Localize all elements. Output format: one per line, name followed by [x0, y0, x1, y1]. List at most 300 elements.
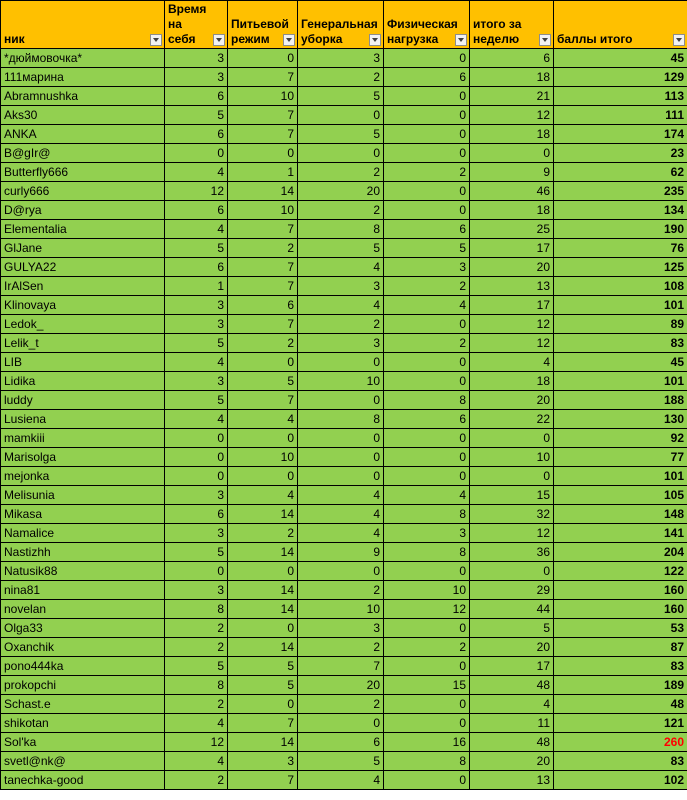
filter-dropdown-icon[interactable]	[673, 34, 685, 46]
cell-week-total[interactable]: 44	[470, 600, 554, 619]
cell-points-total[interactable]: 48	[554, 695, 687, 714]
cell-self-time[interactable]: 6	[165, 125, 228, 144]
cell-points-total[interactable]: 160	[554, 581, 687, 600]
cell-cleaning[interactable]: 7	[298, 657, 384, 676]
cell-week-total[interactable]: 4	[470, 353, 554, 372]
cell-points-total[interactable]: 160	[554, 600, 687, 619]
cell-cleaning[interactable]: 0	[298, 106, 384, 125]
cell-drinking[interactable]: 14	[228, 505, 298, 524]
cell-nick[interactable]: B@gIr@	[1, 144, 165, 163]
cell-points-total[interactable]: 45	[554, 353, 687, 372]
cell-nick[interactable]: pono444ka	[1, 657, 165, 676]
cell-week-total[interactable]: 0	[470, 562, 554, 581]
cell-self-time[interactable]: 3	[165, 49, 228, 68]
cell-nick[interactable]: 111марина	[1, 68, 165, 87]
cell-week-total[interactable]: 13	[470, 771, 554, 790]
cell-self-time[interactable]: 0	[165, 467, 228, 486]
cell-cleaning[interactable]: 10	[298, 600, 384, 619]
cell-points-total[interactable]: 23	[554, 144, 687, 163]
cell-week-total[interactable]: 18	[470, 201, 554, 220]
cell-points-total[interactable]: 102	[554, 771, 687, 790]
cell-self-time[interactable]: 3	[165, 315, 228, 334]
cell-week-total[interactable]: 0	[470, 429, 554, 448]
cell-cleaning[interactable]: 2	[298, 581, 384, 600]
cell-exercise[interactable]: 12	[384, 600, 470, 619]
cell-drinking[interactable]: 7	[228, 391, 298, 410]
cell-cleaning[interactable]: 0	[298, 353, 384, 372]
cell-exercise[interactable]: 0	[384, 87, 470, 106]
table-row	[1, 144, 687, 163]
cell-drinking[interactable]: 5	[228, 372, 298, 391]
cell-self-time[interactable]: 0	[165, 144, 228, 163]
table-row	[1, 182, 687, 201]
cell-points-total[interactable]: 122	[554, 562, 687, 581]
cell-cleaning[interactable]: 2	[298, 315, 384, 334]
cell-nick[interactable]: Natusik88	[1, 562, 165, 581]
cell-points-total[interactable]: 108	[554, 277, 687, 296]
cell-nick[interactable]: D@rya	[1, 201, 165, 220]
cell-nick[interactable]: mamkiii	[1, 429, 165, 448]
cell-drinking[interactable]: 1	[228, 163, 298, 182]
cell-week-total[interactable]: 36	[470, 543, 554, 562]
cell-self-time[interactable]: 12	[165, 733, 228, 752]
cell-exercise[interactable]: 0	[384, 353, 470, 372]
cell-nick[interactable]: Ledok_	[1, 315, 165, 334]
cell-self-time[interactable]: 3	[165, 372, 228, 391]
cell-exercise[interactable]: 0	[384, 106, 470, 125]
cell-drinking[interactable]: 0	[228, 467, 298, 486]
cell-exercise[interactable]: 6	[384, 220, 470, 239]
cell-drinking[interactable]: 7	[228, 315, 298, 334]
cell-nick[interactable]: Aks30	[1, 106, 165, 125]
cell-cleaning[interactable]: 10	[298, 372, 384, 391]
cell-exercise[interactable]: 2	[384, 277, 470, 296]
cell-cleaning[interactable]: 0	[298, 562, 384, 581]
cell-drinking[interactable]: 0	[228, 562, 298, 581]
cell-exercise[interactable]: 10	[384, 581, 470, 600]
cell-cleaning[interactable]: 2	[298, 201, 384, 220]
cell-self-time[interactable]: 5	[165, 391, 228, 410]
cell-points-total[interactable]: 121	[554, 714, 687, 733]
cell-cleaning[interactable]: 0	[298, 467, 384, 486]
cell-week-total[interactable]: 18	[470, 125, 554, 144]
cell-self-time[interactable]: 6	[165, 505, 228, 524]
cell-nick[interactable]: nina81	[1, 581, 165, 600]
cell-points-total[interactable]: 188	[554, 391, 687, 410]
cell-drinking[interactable]: 6	[228, 296, 298, 315]
cell-self-time[interactable]: 5	[165, 543, 228, 562]
cell-points-total[interactable]: 76	[554, 239, 687, 258]
cell-nick[interactable]: Lelik_t	[1, 334, 165, 353]
cell-self-time[interactable]: 2	[165, 771, 228, 790]
cell-nick[interactable]: Sol'ka	[1, 733, 165, 752]
cell-drinking[interactable]: 0	[228, 695, 298, 714]
cell-self-time[interactable]: 5	[165, 239, 228, 258]
header-label: Генеральная уборка	[301, 17, 378, 46]
cell-exercise[interactable]: 0	[384, 182, 470, 201]
cell-drinking[interactable]: 7	[228, 125, 298, 144]
cell-cleaning[interactable]: 0	[298, 429, 384, 448]
cell-exercise[interactable]: 0	[384, 695, 470, 714]
cell-exercise[interactable]: 0	[384, 467, 470, 486]
cell-cleaning[interactable]: 5	[298, 125, 384, 144]
cell-cleaning[interactable]: 3	[298, 619, 384, 638]
cell-exercise[interactable]: 3	[384, 258, 470, 277]
cell-nick[interactable]: Nastizhh	[1, 543, 165, 562]
cell-cleaning[interactable]: 4	[298, 296, 384, 315]
cell-self-time[interactable]: 8	[165, 600, 228, 619]
cell-nick[interactable]: ANKA	[1, 125, 165, 144]
cell-drinking[interactable]: 10	[228, 201, 298, 220]
cell-self-time[interactable]: 4	[165, 714, 228, 733]
cell-nick[interactable]: mejonka	[1, 467, 165, 486]
cell-nick[interactable]: LIB	[1, 353, 165, 372]
cell-nick[interactable]: Olga33	[1, 619, 165, 638]
cell-self-time[interactable]: 0	[165, 429, 228, 448]
table-body	[1, 49, 687, 790]
cell-self-time[interactable]: 4	[165, 163, 228, 182]
cell-points-total[interactable]: 190	[554, 220, 687, 239]
cell-self-time[interactable]: 5	[165, 334, 228, 353]
cell-exercise[interactable]: 0	[384, 429, 470, 448]
cell-nick[interactable]: Marisolga	[1, 448, 165, 467]
cell-points-total[interactable]: 101	[554, 467, 687, 486]
cell-points-total[interactable]: 130	[554, 410, 687, 429]
cell-week-total[interactable]: 29	[470, 581, 554, 600]
cell-cleaning[interactable]: 3	[298, 49, 384, 68]
cell-nick[interactable]: Klinovaya	[1, 296, 165, 315]
cell-week-total[interactable]: 12	[470, 524, 554, 543]
cell-drinking[interactable]: 14	[228, 638, 298, 657]
cell-self-time[interactable]: 4	[165, 220, 228, 239]
cell-points-total[interactable]: 129	[554, 68, 687, 87]
cell-week-total[interactable]: 12	[470, 315, 554, 334]
cell-exercise[interactable]: 4	[384, 296, 470, 315]
cell-cleaning[interactable]: 20	[298, 676, 384, 695]
cell-cleaning[interactable]: 4	[298, 771, 384, 790]
cell-self-time[interactable]: 6	[165, 258, 228, 277]
cell-self-time[interactable]: 3	[165, 296, 228, 315]
cell-cleaning[interactable]: 8	[298, 220, 384, 239]
cell-self-time[interactable]: 3	[165, 524, 228, 543]
cell-exercise[interactable]: 0	[384, 657, 470, 676]
cell-self-time[interactable]: 5	[165, 657, 228, 676]
cell-nick[interactable]: Oxanchik	[1, 638, 165, 657]
cell-self-time[interactable]: 2	[165, 695, 228, 714]
cell-exercise[interactable]: 8	[384, 543, 470, 562]
table-row	[1, 315, 687, 334]
cell-nick[interactable]: shikotan	[1, 714, 165, 733]
cell-nick[interactable]: curly666	[1, 182, 165, 201]
cell-week-total[interactable]: 17	[470, 296, 554, 315]
cell-exercise[interactable]: 0	[384, 372, 470, 391]
cell-points-total[interactable]: 83	[554, 752, 687, 771]
cell-week-total[interactable]: 15	[470, 486, 554, 505]
cell-points-total[interactable]: 101	[554, 296, 687, 315]
cell-exercise[interactable]: 3	[384, 524, 470, 543]
cell-week-total[interactable]: 18	[470, 372, 554, 391]
cell-self-time[interactable]: 3	[165, 486, 228, 505]
cell-week-total[interactable]: 17	[470, 657, 554, 676]
cell-self-time[interactable]: 4	[165, 353, 228, 372]
cell-cleaning[interactable]: 4	[298, 486, 384, 505]
cell-points-total[interactable]: 87	[554, 638, 687, 657]
filter-dropdown-icon[interactable]	[455, 34, 467, 46]
cell-points-total[interactable]: 235	[554, 182, 687, 201]
cell-points-total[interactable]: 83	[554, 657, 687, 676]
cell-self-time[interactable]: 2	[165, 638, 228, 657]
cell-exercise[interactable]: 2	[384, 163, 470, 182]
cell-points-total[interactable]: 83	[554, 334, 687, 353]
table-row	[1, 600, 687, 619]
cell-self-time[interactable]: 4	[165, 752, 228, 771]
cell-exercise[interactable]: 5	[384, 239, 470, 258]
cell-points-total[interactable]: 77	[554, 448, 687, 467]
cell-week-total[interactable]: 21	[470, 87, 554, 106]
cell-drinking[interactable]: 10	[228, 87, 298, 106]
cell-points-total[interactable]: 105	[554, 486, 687, 505]
cell-self-time[interactable]: 0	[165, 562, 228, 581]
cell-nick[interactable]: IrAlSen	[1, 277, 165, 296]
cell-cleaning[interactable]: 4	[298, 505, 384, 524]
filter-dropdown-icon[interactable]	[283, 34, 295, 46]
cell-exercise[interactable]: 0	[384, 771, 470, 790]
table-row	[1, 695, 687, 714]
cell-cleaning[interactable]: 20	[298, 182, 384, 201]
cell-nick[interactable]: Melisunia	[1, 486, 165, 505]
cell-drinking[interactable]: 7	[228, 277, 298, 296]
cell-nick[interactable]: Schast.e	[1, 695, 165, 714]
table-row	[1, 486, 687, 505]
cell-points-total[interactable]: 62	[554, 163, 687, 182]
cell-drinking[interactable]: 5	[228, 676, 298, 695]
cell-self-time[interactable]: 0	[165, 448, 228, 467]
cell-points-total[interactable]: 45	[554, 49, 687, 68]
cell-week-total[interactable]: 22	[470, 410, 554, 429]
cell-drinking[interactable]: 7	[228, 771, 298, 790]
cell-cleaning[interactable]: 2	[298, 68, 384, 87]
cell-exercise[interactable]: 6	[384, 410, 470, 429]
cell-exercise[interactable]: 8	[384, 505, 470, 524]
cell-exercise[interactable]: 8	[384, 391, 470, 410]
cell-exercise[interactable]: 6	[384, 68, 470, 87]
cell-drinking[interactable]: 0	[228, 619, 298, 638]
cell-drinking[interactable]: 7	[228, 68, 298, 87]
cell-nick[interactable]: svetl@nk@	[1, 752, 165, 771]
cell-cleaning[interactable]: 5	[298, 87, 384, 106]
cell-points-total[interactable]: 92	[554, 429, 687, 448]
cell-nick[interactable]: prokopchi	[1, 676, 165, 695]
cell-drinking[interactable]: 7	[228, 714, 298, 733]
cell-week-total[interactable]: 5	[470, 619, 554, 638]
cell-points-total[interactable]: 125	[554, 258, 687, 277]
cell-cleaning[interactable]: 5	[298, 239, 384, 258]
cell-cleaning[interactable]: 6	[298, 733, 384, 752]
cell-exercise[interactable]: 0	[384, 201, 470, 220]
cell-drinking[interactable]: 0	[228, 49, 298, 68]
cell-week-total[interactable]: 48	[470, 733, 554, 752]
cell-points-total[interactable]: 260	[554, 733, 687, 752]
cell-week-total[interactable]: 9	[470, 163, 554, 182]
cell-exercise[interactable]: 0	[384, 562, 470, 581]
cell-drinking[interactable]: 14	[228, 182, 298, 201]
header-label: Питьевой режим	[231, 17, 289, 46]
cell-cleaning[interactable]: 3	[298, 334, 384, 353]
cell-exercise[interactable]: 2	[384, 638, 470, 657]
cell-cleaning[interactable]: 8	[298, 410, 384, 429]
cell-week-total[interactable]: 12	[470, 334, 554, 353]
cell-week-total[interactable]: 25	[470, 220, 554, 239]
cell-exercise[interactable]: 0	[384, 144, 470, 163]
cell-drinking[interactable]: 14	[228, 600, 298, 619]
cell-exercise[interactable]: 0	[384, 315, 470, 334]
cell-drinking[interactable]: 7	[228, 258, 298, 277]
cell-self-time[interactable]: 3	[165, 581, 228, 600]
cell-nick[interactable]: luddy	[1, 391, 165, 410]
table-row	[1, 676, 687, 695]
cell-drinking[interactable]: 2	[228, 239, 298, 258]
cell-week-total[interactable]: 46	[470, 182, 554, 201]
cell-drinking[interactable]: 14	[228, 543, 298, 562]
cell-points-total[interactable]: 148	[554, 505, 687, 524]
cell-cleaning[interactable]: 5	[298, 752, 384, 771]
cell-nick[interactable]: Butterfly666	[1, 163, 165, 182]
cell-nick[interactable]: *дюймовочка*	[1, 49, 165, 68]
cell-nick[interactable]: GULYA22	[1, 258, 165, 277]
cell-drinking[interactable]: 2	[228, 524, 298, 543]
cell-week-total[interactable]: 20	[470, 638, 554, 657]
cell-week-total[interactable]: 48	[470, 676, 554, 695]
cell-week-total[interactable]: 11	[470, 714, 554, 733]
cell-week-total[interactable]: 20	[470, 752, 554, 771]
cell-drinking[interactable]: 7	[228, 106, 298, 125]
cell-drinking[interactable]: 0	[228, 144, 298, 163]
cell-week-total[interactable]: 10	[470, 448, 554, 467]
cell-points-total[interactable]: 113	[554, 87, 687, 106]
cell-nick[interactable]: Abramnushka	[1, 87, 165, 106]
header-row	[1, 1, 687, 49]
filter-dropdown-icon[interactable]	[150, 34, 162, 46]
cell-exercise[interactable]: 0	[384, 49, 470, 68]
table-row	[1, 448, 687, 467]
table-row	[1, 106, 687, 125]
cell-exercise[interactable]: 15	[384, 676, 470, 695]
cell-nick[interactable]: tanechka-good	[1, 771, 165, 790]
header-label: итого за неделю	[473, 17, 522, 46]
cell-points-total[interactable]: 101	[554, 372, 687, 391]
cell-self-time[interactable]: 6	[165, 87, 228, 106]
cell-points-total[interactable]: 111	[554, 106, 687, 125]
cell-exercise[interactable]: 0	[384, 448, 470, 467]
cell-week-total[interactable]: 32	[470, 505, 554, 524]
cell-drinking[interactable]: 0	[228, 353, 298, 372]
cell-drinking[interactable]: 3	[228, 752, 298, 771]
cell-drinking[interactable]: 7	[228, 220, 298, 239]
cell-week-total[interactable]: 13	[470, 277, 554, 296]
cell-cleaning[interactable]: 2	[298, 163, 384, 182]
cell-cleaning[interactable]: 4	[298, 524, 384, 543]
cell-nick[interactable]: novelan	[1, 600, 165, 619]
cell-points-total[interactable]: 174	[554, 125, 687, 144]
cell-cleaning[interactable]: 3	[298, 277, 384, 296]
cell-points-total[interactable]: 89	[554, 315, 687, 334]
cell-week-total[interactable]: 18	[470, 68, 554, 87]
cell-self-time[interactable]: 4	[165, 410, 228, 429]
table-row	[1, 638, 687, 657]
cell-self-time[interactable]: 5	[165, 106, 228, 125]
cell-drinking[interactable]: 0	[228, 429, 298, 448]
header-points-total	[554, 1, 687, 49]
cell-cleaning[interactable]: 0	[298, 714, 384, 733]
cell-self-time[interactable]: 6	[165, 201, 228, 220]
cell-exercise[interactable]: 0	[384, 125, 470, 144]
cell-drinking[interactable]: 4	[228, 410, 298, 429]
cell-self-time[interactable]: 3	[165, 68, 228, 87]
cell-week-total[interactable]: 12	[470, 106, 554, 125]
cell-cleaning[interactable]: 4	[298, 258, 384, 277]
cell-exercise[interactable]: 0	[384, 619, 470, 638]
table-row	[1, 87, 687, 106]
cell-cleaning[interactable]: 0	[298, 144, 384, 163]
cell-self-time[interactable]: 2	[165, 619, 228, 638]
cell-cleaning[interactable]: 2	[298, 695, 384, 714]
cell-self-time[interactable]: 12	[165, 182, 228, 201]
filter-dropdown-icon[interactable]	[213, 34, 225, 46]
cell-week-total[interactable]: 20	[470, 258, 554, 277]
cell-self-time[interactable]: 1	[165, 277, 228, 296]
cell-nick[interactable]: Elementalia	[1, 220, 165, 239]
cell-nick[interactable]: Lidika	[1, 372, 165, 391]
filter-dropdown-icon[interactable]	[369, 34, 381, 46]
cell-points-total[interactable]: 204	[554, 543, 687, 562]
cell-points-total[interactable]: 134	[554, 201, 687, 220]
table-row	[1, 657, 687, 676]
cell-nick[interactable]: GlJane	[1, 239, 165, 258]
cell-drinking[interactable]: 14	[228, 581, 298, 600]
cell-nick[interactable]: Lusiena	[1, 410, 165, 429]
filter-dropdown-icon[interactable]	[539, 34, 551, 46]
cell-points-total[interactable]: 189	[554, 676, 687, 695]
cell-cleaning[interactable]: 0	[298, 391, 384, 410]
cell-week-total[interactable]: 6	[470, 49, 554, 68]
cell-exercise[interactable]: 2	[384, 334, 470, 353]
table-row	[1, 581, 687, 600]
cell-points-total[interactable]: 53	[554, 619, 687, 638]
cell-week-total[interactable]: 0	[470, 144, 554, 163]
cell-drinking[interactable]: 5	[228, 657, 298, 676]
cell-week-total[interactable]: 17	[470, 239, 554, 258]
table-row	[1, 524, 687, 543]
cell-week-total[interactable]: 0	[470, 467, 554, 486]
cell-drinking[interactable]: 10	[228, 448, 298, 467]
cell-exercise[interactable]: 8	[384, 752, 470, 771]
cell-week-total[interactable]: 4	[470, 695, 554, 714]
cell-week-total[interactable]: 20	[470, 391, 554, 410]
cell-exercise[interactable]: 0	[384, 714, 470, 733]
cell-points-total[interactable]: 141	[554, 524, 687, 543]
cell-drinking[interactable]: 2	[228, 334, 298, 353]
cell-cleaning[interactable]: 2	[298, 638, 384, 657]
cell-self-time[interactable]: 8	[165, 676, 228, 695]
cell-drinking[interactable]: 14	[228, 733, 298, 752]
cell-cleaning[interactable]: 0	[298, 448, 384, 467]
cell-drinking[interactable]: 4	[228, 486, 298, 505]
cell-cleaning[interactable]: 9	[298, 543, 384, 562]
cell-exercise[interactable]: 4	[384, 486, 470, 505]
cell-nick[interactable]: Mikasa	[1, 505, 165, 524]
cell-exercise[interactable]: 16	[384, 733, 470, 752]
cell-nick[interactable]: Namalice	[1, 524, 165, 543]
